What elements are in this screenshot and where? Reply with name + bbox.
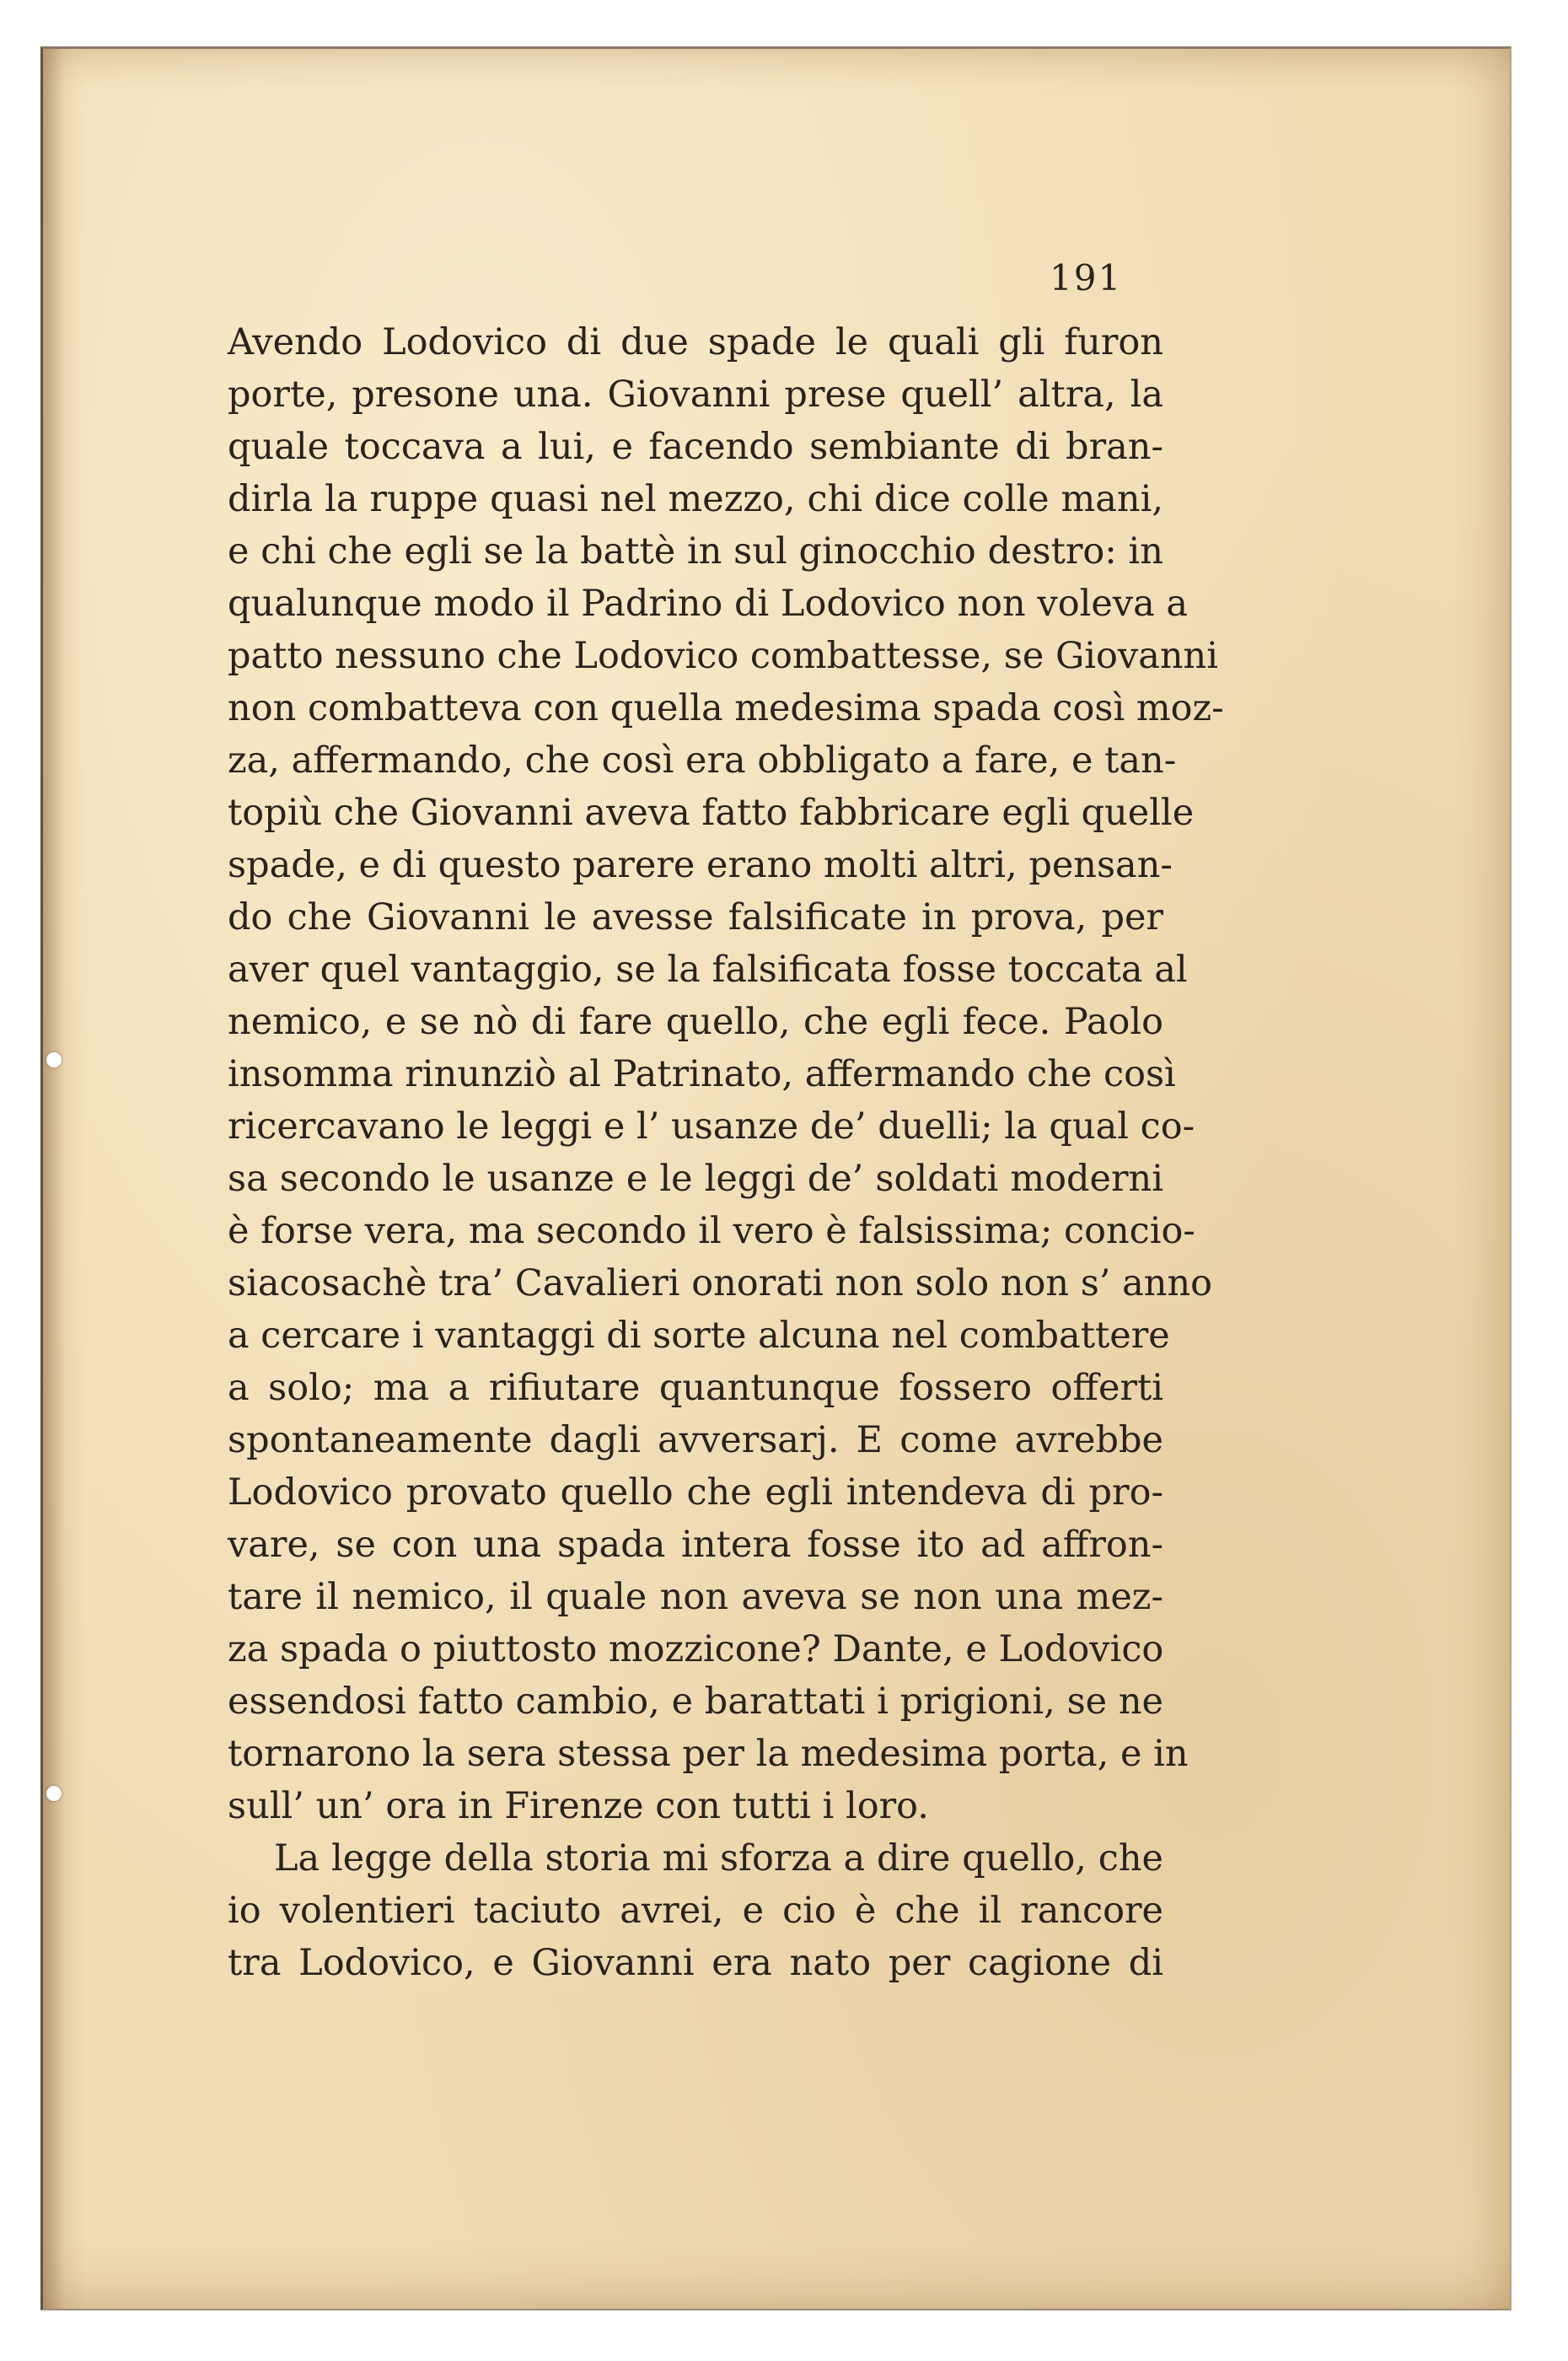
text-line: tra Lodovico, e Giovanni era nato per cagione di <box>228 1942 1163 1984</box>
text-line: sa secondo le usanze e le leggi de’ soldati moderni <box>228 1158 1163 1200</box>
text-line: tornarono la sera stessa per la medesima porta, e in <box>228 1733 1189 1775</box>
text-line: do che Giovanni le avesse falsificate in prova, per <box>228 896 1163 938</box>
text-line: porte, presone una. Giovanni prese quell’ altra, la <box>228 374 1163 416</box>
text-line: insomma rinunziò al Patrinato, affermando che così <box>228 1053 1176 1095</box>
text-line: ricercavano le leggi e l’ usanze de’ duelli; la qual co- <box>228 1105 1195 1148</box>
text-line: quale toccava a lui, e facendo sembiante di bran- <box>228 426 1163 468</box>
text-line: za, affermando, che così era obbligato a fare, e tan- <box>228 739 1177 782</box>
binding-edge <box>43 49 65 2309</box>
text-line: sull’ un’ ora in Firenze con tutti i loro. <box>228 1785 929 1827</box>
body-text <box>228 316 1224 1989</box>
text-line: qualunque modo il Padrino di Lodovico non voleva a <box>228 583 1189 625</box>
text-line: siacosachè tra’ Cavalieri onorati non solo non s’ anno <box>228 1262 1213 1304</box>
text-line: nemico, e se nò di fare quello, che egli fece. Paolo <box>228 1001 1163 1043</box>
text-line: topiù che Giovanni aveva fatto fabbricare egli quelle <box>228 792 1195 834</box>
text-line: non combatteva con quella medesima spada così moz- <box>228 687 1224 729</box>
text-line: tare il nemico, il quale non aveva se non una mez- <box>228 1576 1163 1618</box>
text-line: aver quel vantaggio, se la falsificata fosse toccata al <box>228 949 1188 991</box>
text-line: io volentieri taciuto avrei, e cio è che il rancore <box>228 1890 1163 1932</box>
text-line: Lodovico provato quello che egli intendeva di pro- <box>228 1471 1163 1514</box>
text-line: spade, e di questo parere erano molti altri, pensan- <box>228 844 1173 886</box>
text-line: spontaneamente dagli avversarj. E come avrebbe <box>228 1419 1163 1461</box>
text-line: Avendo Lodovico di due spade le quali gli furon <box>228 321 1163 363</box>
text-line: La legge della storia mi sforza a dire quello, che <box>274 1837 1163 1880</box>
text-line: a cercare i vantaggi di sorte alcuna nel combattere <box>228 1315 1170 1357</box>
text-line: essendosi fatto cambio, e barattati i prigioni, se ne <box>228 1681 1163 1723</box>
text-line: è forse vera, ma secondo il vero è falsissima; concio- <box>228 1210 1195 1252</box>
text-line: patto nessuno che Lodovico combattesse, se Giovanni <box>228 635 1219 677</box>
text-line: vare, se con una spada intera fosse ito ad affron- <box>228 1524 1163 1566</box>
page-number: 191 <box>1050 257 1123 298</box>
text-line: dirla la ruppe quasi nel mezzo, chi dice colle mani, <box>228 478 1163 520</box>
binding-hole <box>46 1052 62 1068</box>
text-line: a solo; ma a rifiutare quantunque fossero offerti <box>228 1367 1163 1409</box>
text-line: e chi che egli se la battè in sul ginocchio destro: in <box>228 530 1163 573</box>
binding-hole <box>46 1786 62 1801</box>
text-line: za spada o piuttosto mozzicone? Dante, e Lodovico <box>228 1628 1164 1670</box>
